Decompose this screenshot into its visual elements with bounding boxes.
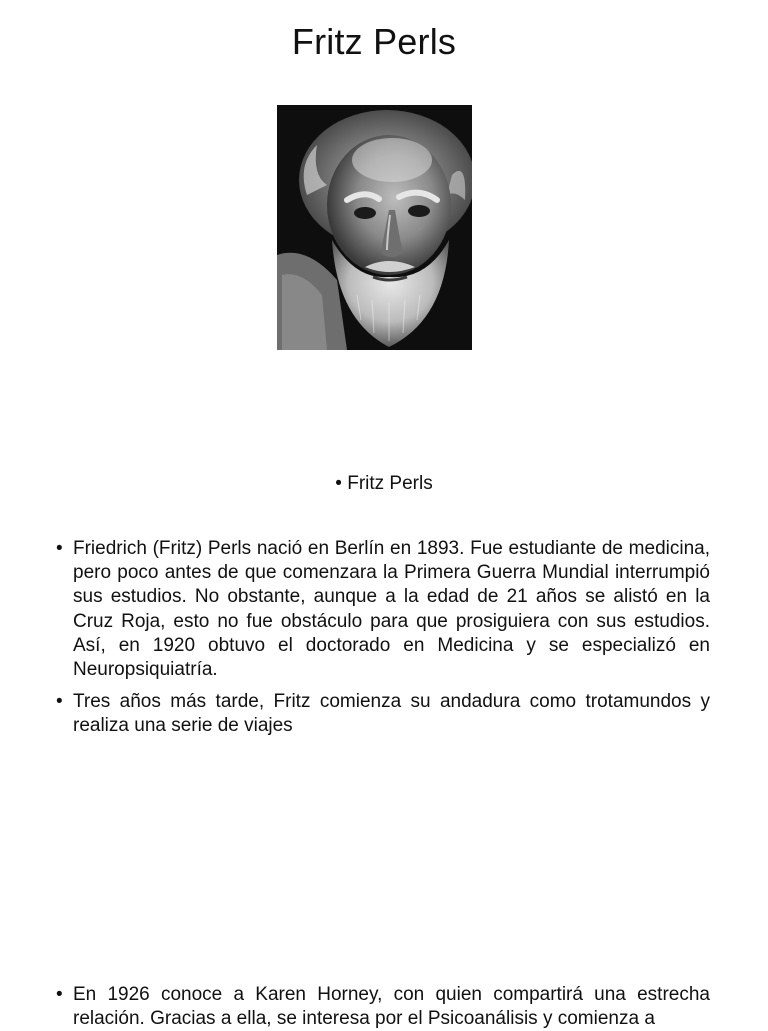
paragraph-text: Friedrich (Fritz) Perls nació en Berlín en 1893. Fue estudiante de medicina, pero poco antes de que comenzara la Primera Guerra Mundial interrumpió sus estudios. No obstante, aunque a la edad de 21 años se alistó en la Cruz Roja, esto no fue obstáculo para que prosiguiera con sus estudios. Así, en 1920 obtuvo el doctorado en Medicina y se especializó en Neuropsiquiatría. — [73, 538, 710, 681]
center-bullet — [0, 472, 768, 496]
bullet-list — [56, 537, 710, 747]
center-bullet-text: Fritz Perls — [347, 473, 433, 494]
bullet-dot: • — [56, 691, 63, 713]
list-item — [56, 690, 710, 738]
bullet-dot: • — [56, 538, 63, 559]
bottom-paragraph-text: En 1926 conoce a Karen Horney, con quien compartirá una estrecha relación. Gracias a ella, se interesa por el Psicoanálisis y comienza a — [73, 984, 710, 1030]
portrait-photo — [277, 105, 472, 350]
list-item — [56, 537, 710, 682]
bullet-dot: • — [56, 984, 63, 1005]
portrait-photo-icon — [277, 105, 472, 350]
slide-title: Fritz Perls — [291, 21, 457, 62]
paragraph-text: Tres años más tarde, Fritz comienza su andadura como trotamundos y realiza una serie de viajes — [73, 691, 710, 737]
bullet-dot: • — [335, 473, 342, 494]
